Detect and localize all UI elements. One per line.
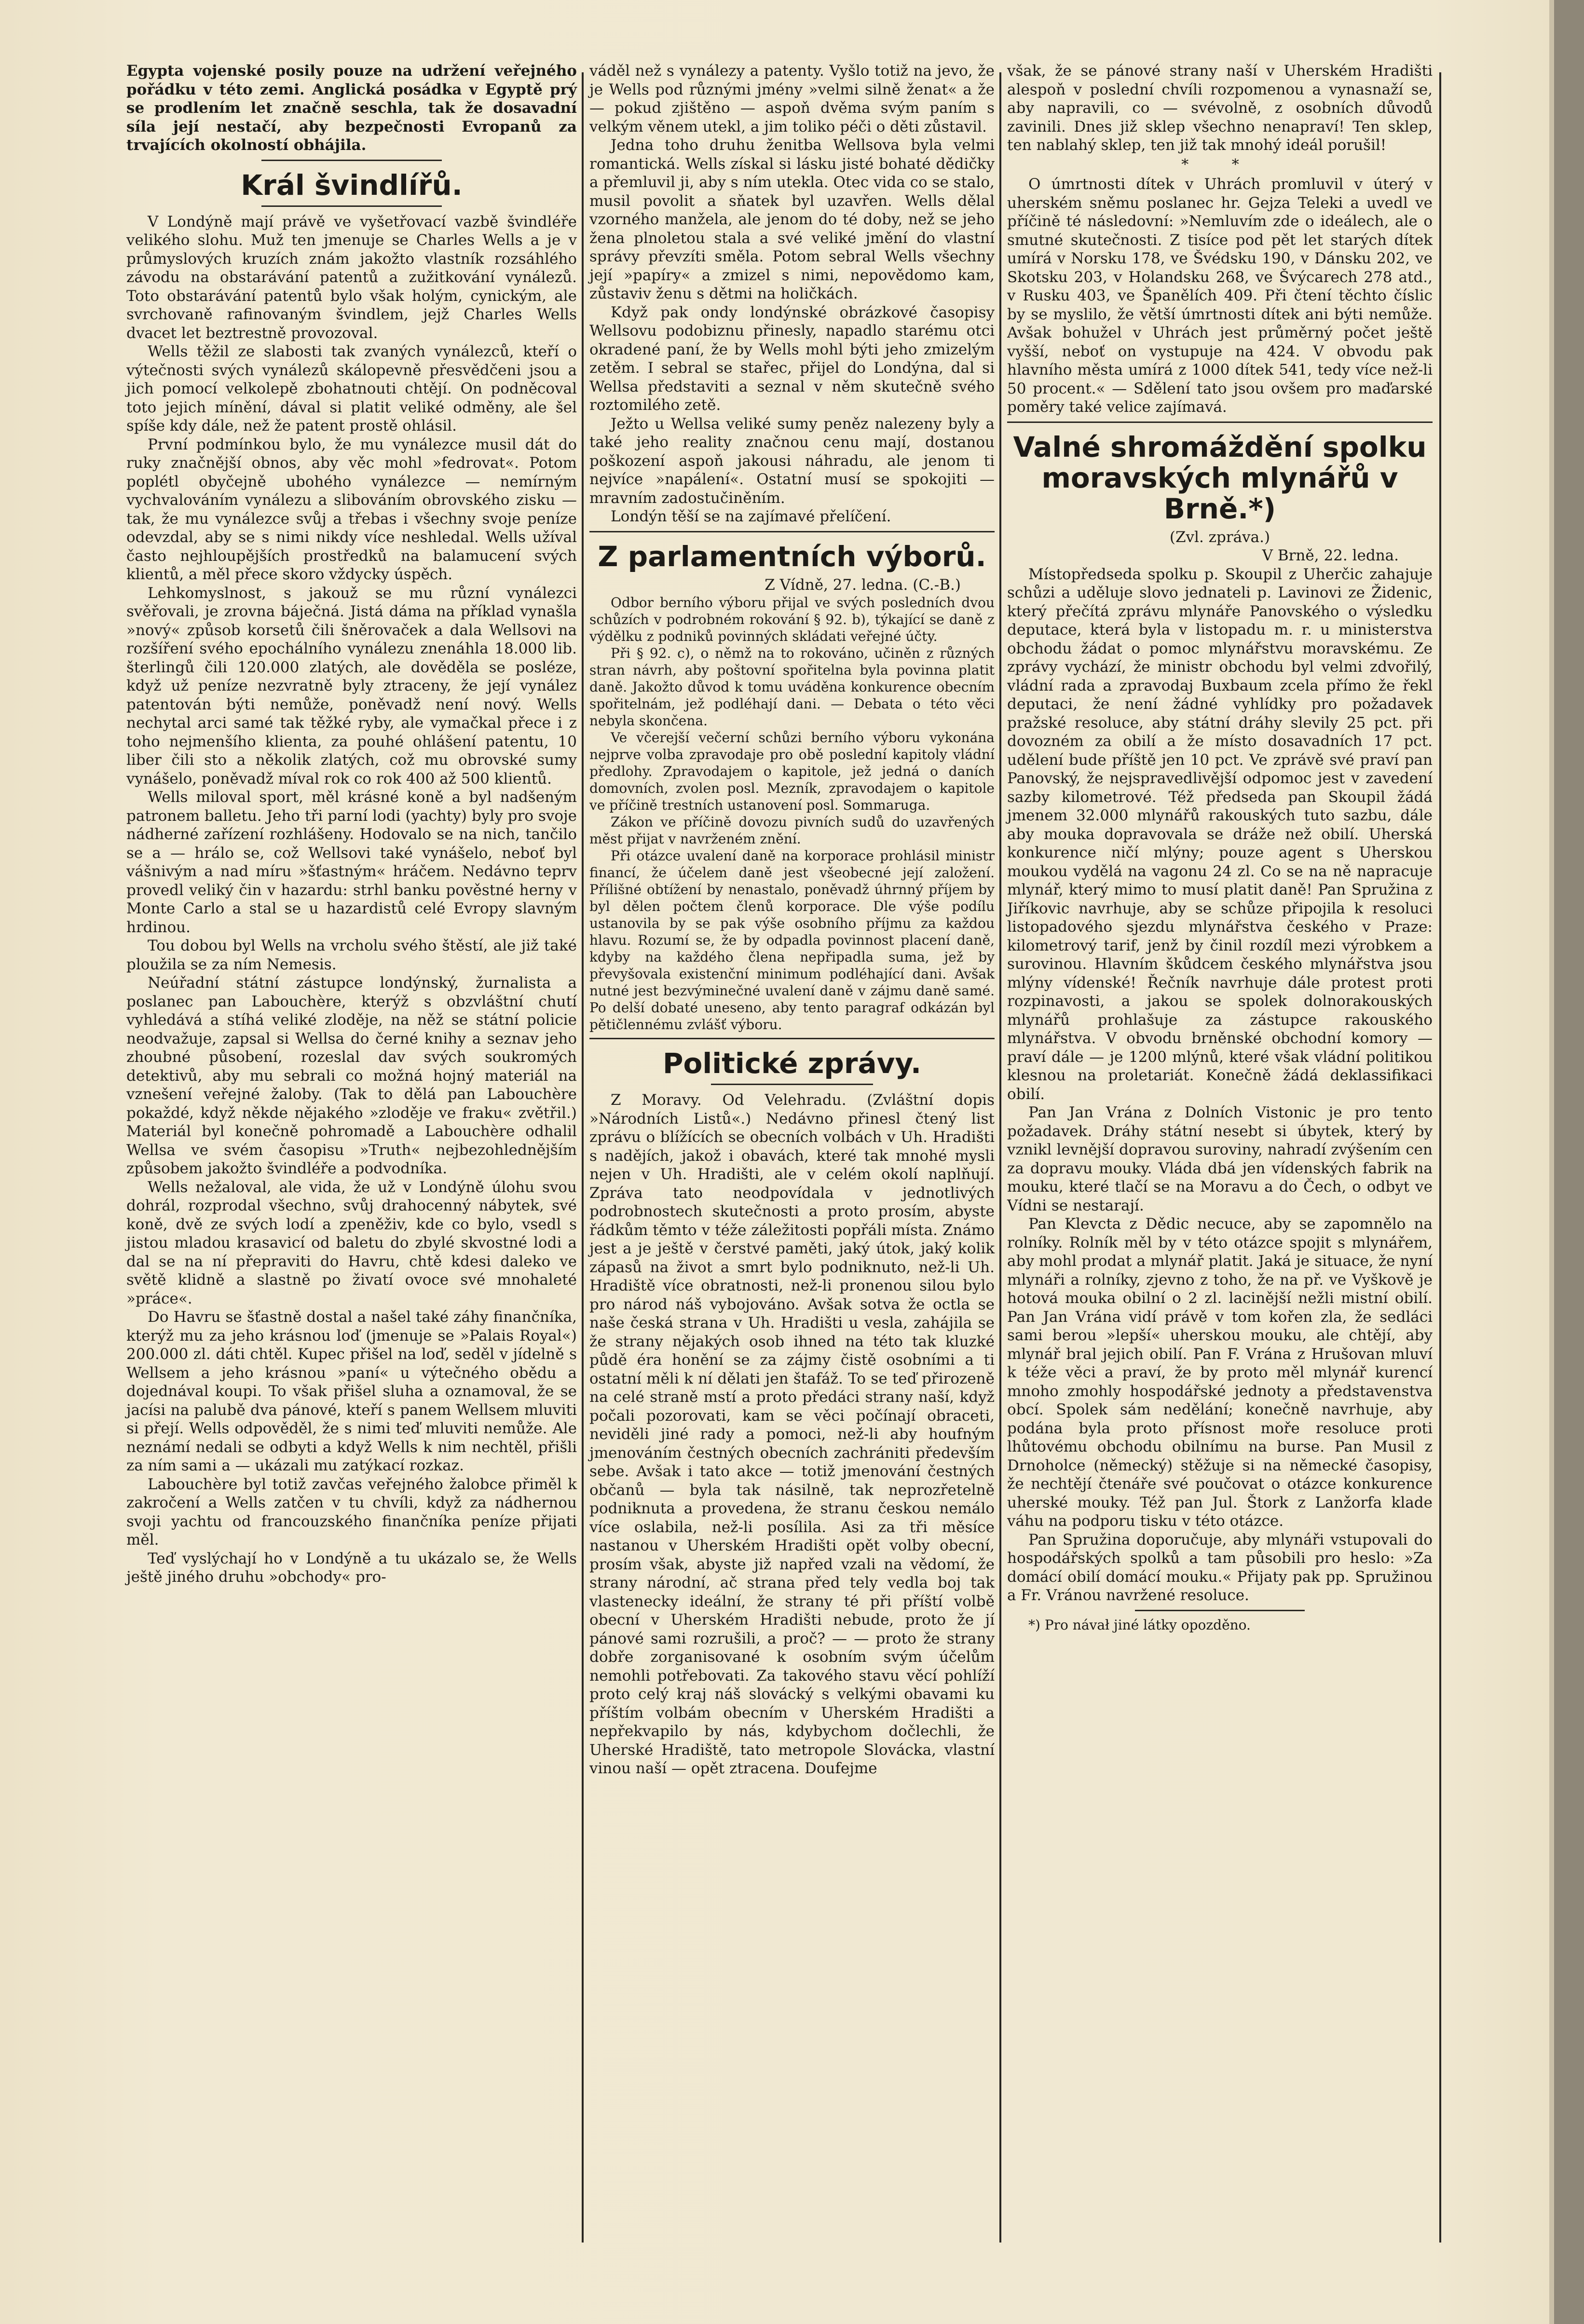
article-paragraph: Pan Spružina doporučuje, aby mlynáři vstupovali do hospodářských spolků a tam působili pro heslo: »Za domácí obilí domácí mouku.« Přijaty pak pp. Spružinou a Fr. Vránou navržené resoluce.	[1007, 1531, 1433, 1604]
article-paragraph: Při otázce uvalení daně na korporace prohlásil ministr financí, že účelem daně jest všeobecné její založení. Přílišné obtížení by nenastalo, poněvadž úhrnný příjem by byl dělen počtem členů korporace. Dle výše podílu ustanovila by se pak výše osobního příjmu za každou hlavu. Rozumí se, že by odpadla povinnost placení daně, kdyby na každého člena nepřipadla suma, jež by převyšovala existenční minimum podléhající dani. Avšak nutné jest bezvýminečné uvalení daně v zájmu daně samé. Po delší dobaté uneseno, aby tento paragraf odkázán byl pětičlennému zvlášť výboru.	[589, 848, 995, 1033]
divider	[589, 531, 995, 532]
article-paragraph: Ježto u Wellsa veliké sumy peněz nalezeny byly a také jeho reality značnou cenu mají, dostanou poškození aspoň jakousi náhradu, ale jenom ti nejvíce »napálení«. Ostatní musí se spokojiti — mravním zadostučiněním.	[589, 415, 995, 507]
article-paragraph: Wells nežaloval, ale vida, že už v Londýně úlohu svou dohrál, rozprodal všechno, svůj drahocenný nábytek, své koně, dvě ze svých lodí a zpeněživ, kde co bylo, vsedl s jistou mladou krasavicí od baletu do zbylé skvostné lodi a dal se na ní přepraviti do Havru, chtě kdesi daleko ve světě klidně a slastně po živatí ovoce své mnohaleté »práce«.	[126, 1178, 577, 1307]
column-1	[126, 62, 577, 1587]
column-3	[1007, 62, 1433, 1633]
column-rule-3	[1439, 72, 1441, 2242]
column-2	[589, 62, 995, 1778]
divider	[711, 1084, 873, 1085]
dateline: V Brně, 22. ledna.	[1262, 547, 1399, 564]
article-paragraph: Wells těžil ze slabosti tak zvaných vynálezců, kteří o výtečnosti svých vynálezů skálopevně přesvědčeni jsou a jich pomocí velkolepě zbohatnouti chtějí. On podněcoval toto jejich mínění, dával si platit veliké odměny, ale šel spíše kdy dále, než že patent prostě ohlásil.	[126, 343, 577, 435]
divider	[589, 1038, 995, 1039]
article-paragraph: V Londýně mají právě ve vyšetřovací vazbě švindléře velikého slohu. Muž ten jmenuje se Charles Wells a je v průmyslových kruzích znám jakožto vlastník rozsáhlého závodu na obstarávání patentů a zužitkování vynálezů. Toto obstarávání patentů bylo však holým, cynickým, ale svrchovaně rafinovaným švindlem, jejž Charles Wells dvacet let beztrestně provozoval.	[126, 213, 577, 342]
article-heading-politicke-zpravy: Politické zprávy.	[663, 1047, 921, 1080]
article-paragraph: Neúřadní státní zástupce londýnský, žurnalista a poslanec pan Labouchère, kterýž s obzvláštní chutí vyhledává a stíhá veliké zloděje, na něž se státní policie neodvažuje, zapsal si Wellsa do černé knihy a seznav jeho zhoubné působení, rozeslal dav svých soukromých detektivů, aby mu sebrali co možná hojný materiál na vznešení veřejné žaloby. (Tak to dělá pan Labouchère pokaždé, když někde nějakého »zloděje ve fraku« zvětřil.) Materiál byl konečně pohromadě a Labouchère odhalil Wellsa ve svém časopisu »Truth« nejbezohlednějším způsobem jakožto švindléře a podvodníka.	[126, 974, 577, 1177]
article-paragraph: Labouchère byl totiž zavčas veřejného žalobce přiměl k zakročení a Wells zatčen v tu chvíli, když za nádhernou svoji yachtu od francouzského finančníka peníze přijati měl.	[126, 1475, 577, 1549]
article-paragraph: První podmínkou bylo, že mu vynálezce musil dát do ruky značnější obnos, aby věc mohl »fedrovat«. Potom poplétl obyčejně ubohého vynálezce — nemírným vychvalováním vynálezu a slibováním obrovského zisku — tak, že mu vynálezce svůj a třebas i všechny svoje peníze odevzdal, aby se s nimi nikdy více neshledal. Wells užíval často nejhloupějších prostředků na balamucení svých klientů, a měl přece skoro vždycky úspěch.	[126, 435, 577, 583]
article-heading-kral-svindliru: Král švindlířů.	[241, 168, 463, 202]
article-paragraph: Lehkomyslnost, s jakouž se mu různí vynálezci svěřovali, je zrovna báječná. Jistá dáma na příklad vynašla »nový« způsob korsetů čili šněrovaček a dala Wellsovi na rozšíření svého epochálního vynálezu znenáhla 18.000 lib. šterlingů čili 120.000 zlatých, ale dověděla se posléze, když už peníze nezvratně byly ztraceny, že její vynález patentován býti nemůže, poněvadž není nový. Wells nechytal arci samé tak těžké ryby, ale vymačkal přece i z toho nejmenšího klienta, za pouhé ohlášení patentu, 10 liber čili sto a několik zlatých, což mu obrovské sumy vynášelo, poněvadž míval rok co rok 400 až 500 klientů.	[126, 584, 577, 788]
article-paragraph: Do Havru se šťastně dostal a našel také záhy finančníka, kterýž mu za jeho krásnou loď (jmenuje se »Palais Royal«) 200.000 zl. dáti chtěl. Kupec přišel na loď, seděl v jídelně s Wellsem a jeho krásnou »paní« u výtečného obědu a dojednával koupi. To však přišel sluha a oznamoval, že se jacísi na palubě dva pánové, kteří s panem Wellsem mluviti si přejí. Wells odpověděl, že s nimi teď mluviti nemůže. Ale neznámí nedali se odbyti a když Wells k nim nechtěl, přišli za ním sami a — ukázali mu zatýkací rozkaz.	[126, 1308, 577, 1474]
article-paragraph: Při § 92. c), o němž na to rokováno, učiněn z různých stran návrh, aby poštovní spořitelna byla povinna platit daně. Jakožto důvod k tomu uváděna konkurence obecním spořitelnám, jež podléhají dani. — Debata o této věci nebyla skončena.	[589, 645, 995, 729]
article-paragraph: Ve včerejší večerní schůzi berního výboru vykonána nejprve volba zpravodaje pro obě poslední kapitoly vládní předlohy. Zpravodajem o kapitole, jež jedná o daních domovních, zvolen posl. Mezník, zpravodajem o kapitole ve příčině trestních ustanovení posl. Sommaruga.	[589, 730, 995, 813]
article-paragraph: Pan Klevcta z Dědic necuce, aby se zapomnělo na rolníky. Rolník měl by v této otázce spojit s mlynářem, aby mohl prodat a mlynář platit. Jaká je situace, že nyní mlynáři a rolníky, zjevno z toho, že na př. ve Vyškově je hotová mouka obilní o 2 zl. lacinější nežli mistní obilí. Pan Jan Vrána vidí právě v tom kořen zla, že sedláci sami berou »lepší« uherskou mouku, ale chtějí, aby mlynář bral jejich obilí. Pan F. Vrána z Hrušovan mluví k téže věci a praví, že by proto měl mlynář kurencí mnoho zmohly hospodářské jednoty a představenstva obcí. Spolek sám nedělání; konečně navrhuje, aby podána byla proto přísnost moře resoluce proti lhůtovému obchodu obilnímu na burse. Pan Musil z Drnoholce (německý) stěžuje si na německé časopisy, že nechtějí čtenáře své poučovat o otázce konkurence uherské mouky. Též pan Jul. Štork z Lanžorfa klade váhu na podporu tisku v této otázce.	[1007, 1215, 1433, 1530]
article-paragraph: O úmrtnosti dítek v Uhrách promluvil v úterý v uherském sněmu poslanec hr. Gejza Teleki a uvedl ve příčině té následovní: »Nemluvím zde o ideálech, ale o smutné skutečnosti. Z tisíce pod pět let starých dítek umírá v Norsku 178, ve Švédsku 190, v Dánsku 202, ve Skotsku 203, v Holandsku 268, ve Švýcarech 278 atd., v Rusku 403, ve Španělích 409. Při čtení těchto číslic by se myslilo, že větší úmrtnosti dítek ani býti nemůže. Avšak bohužel v Uhrách jest průměrný počet ještě vyšší, neboť on vystupuje na 424. V obvodu pak hlavního města umírá z 1000 dítek 541, tedy více než-li 50 procent.« — Sdělení tato jsou ovšem pro maďarské poměry také velice zajímavá.	[1007, 176, 1433, 416]
article-paragraph: Odbor berního výboru přijal ve svých posledních dvou schůzích v podrobném rokování § 92. b), týkající se daně z výdělku z podniků povinných skládati veřejné účty.	[589, 595, 995, 644]
page-edge-line	[1549, 0, 1554, 2324]
subtitle: (Zvl. zpráva.)	[1169, 528, 1270, 546]
divider	[1007, 421, 1433, 423]
footnote: *) Pro návał jiné látky opozděno.	[1028, 1617, 1251, 1633]
article-paragraph: Jedna toho druhu ženitba Wellsova byla velmi romantická. Wells získal si lásku jisté bohaté dědičky a přemluvil ji, aby s ním utekla. Otec vida co se stalo, musil povolit a sňatek byl uzavřen. Wells dělal vzorného manžela, ale jenom do té doby, než se jeho žena plnoletou stala a své veliké jmění do vlastní správy převzíti směla. Potom sebral Wells všechny její »papíry« a zmizel s nimi, nepovědomo kam, zůstaviv ženu s dětmi na holičkách.	[589, 136, 995, 302]
page-edge-shadow	[1554, 0, 1584, 2324]
divider	[261, 160, 442, 161]
section-stars: * *	[1181, 156, 1258, 173]
article-paragraph: Zákon ve příčině dovozu pivních sudů do uzavřených měst přijat v navrženém znění.	[589, 814, 995, 847]
column-rule-2	[999, 72, 1001, 2242]
article-paragraph: váděl než s vynálezy a patenty. Vyšlo totiž na jevo, že je Wells pod různými jmény »velmi silně ženat« a že — pokud zjištěno — aspoň dvěma svým paním s velkým věnem utekl, a jim toliko péči o děti zůstavil.	[589, 62, 995, 136]
article-paragraph: Z Moravy. Od Velehradu. (Zvláštní dopis »Národních Listů«.) Nedávno přinesl čtený list zprávu o blížících se obecních volbách v Uh. Hradišti s nadějích, jakož i obavách, které tak mnohé mysli nejen v Uh. Hradišti, ale v celém okolí naplňují. Zpráva tato neodpovídala v jednotlivých podrobnostech skutečnosti a proto prosím, abyste řádkům těmto v téže záležitosti popřáli místa. Známo jest a je ještě v čerstvé paměti, jaký útok, jaký kolik zápasů na život a smrt bylo podniknuto, než-li Uh. Hradiště více obratnosti, než-li pronenou silou bylo pro národ náš vybojováno. Avšak sotva že octla se naše česká strana v Uh. Hradišti u vesla, zahájila se že strany nějakých osob ihned na této tak kluzké půdě éra honění se za zájmy čistě osobními a ti ostatní měli k ní dělati jen štafáž. To se teď přirozeně na celé straně mstí a proto předáci strany naší, když počali pozorovati, kam se věci počínají obraceti, neviděli jiné rady a pomoci, než-li aby houfným jmenováním čestných obecních zachrániti především sebe. Avšak i tato akce — totiž jmenování čestných občanů — byla tak násilně, tak neprozřetelně podniknuta a provedena, že stranu českou nemálo více oslabila, než-li posílila. Asi za tři měsíce nastanou v Uherském Hradišti opět volby obecní, prosím však, abyste již napřed vzali na vědomí, že strany národní, ač strana před tely vedla boj tak vlastenecky ideální, že strany té při příští volbě obecní v Uherském Hradišti nebude, proto že jí pánové sami rozrušili, a proč? — — proto že strany dobře zorganisované k osobním svým účelům nemohli potřebovati. Za takového stavu věcí pohlíží proto celý kraj náš slovácký s velkými obavami ku příštím volbám obecním v Uherském Hradišti a nepřekvapilo by nás, kdybychom dočlechli, že Uherské Hradiště, tato metropole Slovácka, vlastní vinou naší — opět ztracena. Doufejme	[589, 1091, 995, 1777]
article-paragraph: Teď vyslýchají ho v Londýně a tu ukázalo se, že Wells ještě jiného druhu »obchody« pro-	[126, 1549, 577, 1586]
divider	[1135, 1610, 1305, 1611]
article-paragraph: Wells miloval sport, měl krásné koně a byl nadšeným patronem balletu. Jeho tři parní lodi (yachty) byly pro svoje nádherné zařízení rozhlášeny. Hodovalo se na nich, tančilo se a — hrálo se, což Wellsovi také vynášelo, neboť byl vášnivým a nad míru »šťastným« hráčem. Nedávno teprv provedl veliký čin v hazardu: strhl banku pověstné herny v Monte Carlo a stal se u hazardistů celé Evropy slavným hrdinou.	[126, 788, 577, 936]
divider	[261, 205, 442, 207]
intro-paragraph: Egypta vojenské posily pouze na udržení veřejného pořádku v této zemi. Anglická posádka v Egyptě prý se prodlením let značně seschla, tak že dosavadní síla její nestačí, aby bezpečnosti Evropanů za trvajících okolností obhájila.	[126, 62, 577, 154]
article-paragraph: Když pak ondy londýnské obrázkové časopisy Wellsovu podobiznu přinesly, napadlo starému otci okradené paní, že by Wells mohl býti jeho zmizelým zetěm. I sebral se stařec, přijel do Londýna, dal si Wellsa představiti a seznal v něm skutečně svého roztomilého zetě.	[589, 303, 995, 414]
dateline: Z Vídně, 27. ledna. (C.-B.)	[765, 576, 961, 594]
article-heading-parlament: Z parlamentních výborů.	[598, 540, 986, 573]
article-paragraph: však, že se pánové strany naší v Uherském Hradišti alespoň v poslední chvíli rozpomenou a vynasnaží se, aby napravili, co — svévolně, z osobních důvodů zavinili. Dnes již sklep všechno nenapraví! Ten sklep, ten nablahý sklep, ten již tak mnohý ideál porušil!	[1007, 62, 1433, 154]
article-heading-valne-shromazdeni: Valné shromáždění spolku moravských mlynářů v Brně.*)	[1013, 430, 1427, 525]
article-paragraph: Místopředseda spolku p. Skoupil z Uherčic zahajuje schůzi a uděluje slovo jednateli p. Lavinovi ze Židenic, který přečítá zprávu mlynáře Panovského o výsledku deputace, která byla v listopadu m. r. u ministerstva obchodu žádat o pomoc mlynářstvu moravskému. Ze zprávy vychází, že ministr obchodu byl velmi zdvořilý, vládní rada a zpravodaj Buxbaum zcela přímo že řekl deputaci, že není žádné vyhlídky pro požadavek pražské resoluce, aby státní dráhy slevily 25 pct. při dovozném za obilí a že místo dosavadních 17 pct. udělení bude příště jen 10 pct. Ve zprávě své praví pan Panovský, že nejspravedlivější odpomoc jest v zavedení sazby kilometrové. Též předseda pan Skoupil žádá jmenem 32.000 mlynářů rakouských tuto sazbu, dále aby mouka dopravovala se dráže než obilí. Uherská konkurence ničí mlýny; pouze agent s Uherskou moukou vydělá na vagonu 24 zl. Co se na ně napracuje mlynář, který mimo to musí platit daně! Pan Spružina z Jiříkovic navrhuje, aby se schůze připojila k resoluci listopadového sjezdu mlynářstva českého v Praze: kilometrový tarif, jenž by činil rozdíl mezi výrobkem a surovinou. Hlavním škůdcem českého mlynářstva jsou mlýny vídenské! Řečník navrhuje dále protest proti rozpinavosti, a jakou se spolek dolnorakouských mlynářů prohlašuje za zástupce rakouského mlynářstva. V obvodu brněnské obchodní komory — praví dále — je 1200 mlýnů, které však vládní politikou klesnou na proletariát. Konečně žádá deklassifikaci obilí.	[1007, 565, 1433, 1103]
article-paragraph: Tou dobou byl Wells na vrcholu svého štěstí, ale již také ploužila se za ním Nemesis.	[126, 937, 577, 973]
article-paragraph: Pan Jan Vrána z Dolních Vistonic je pro tento požadavek. Dráhy státní nesebt si úbytek, který by vznikl levnější dopravou suroviny, nahradí zvýšením cen za dopravu mouky. Vláda dbá jen vídenských fabrik na mouku, které tlačí se na Moravu a do Čech, o odbyt ve Vídni se nestarají.	[1007, 1104, 1433, 1214]
article-paragraph: Londýn těší se na zajímavé přelíčení.	[611, 508, 891, 525]
column-rule-1	[582, 72, 584, 2242]
